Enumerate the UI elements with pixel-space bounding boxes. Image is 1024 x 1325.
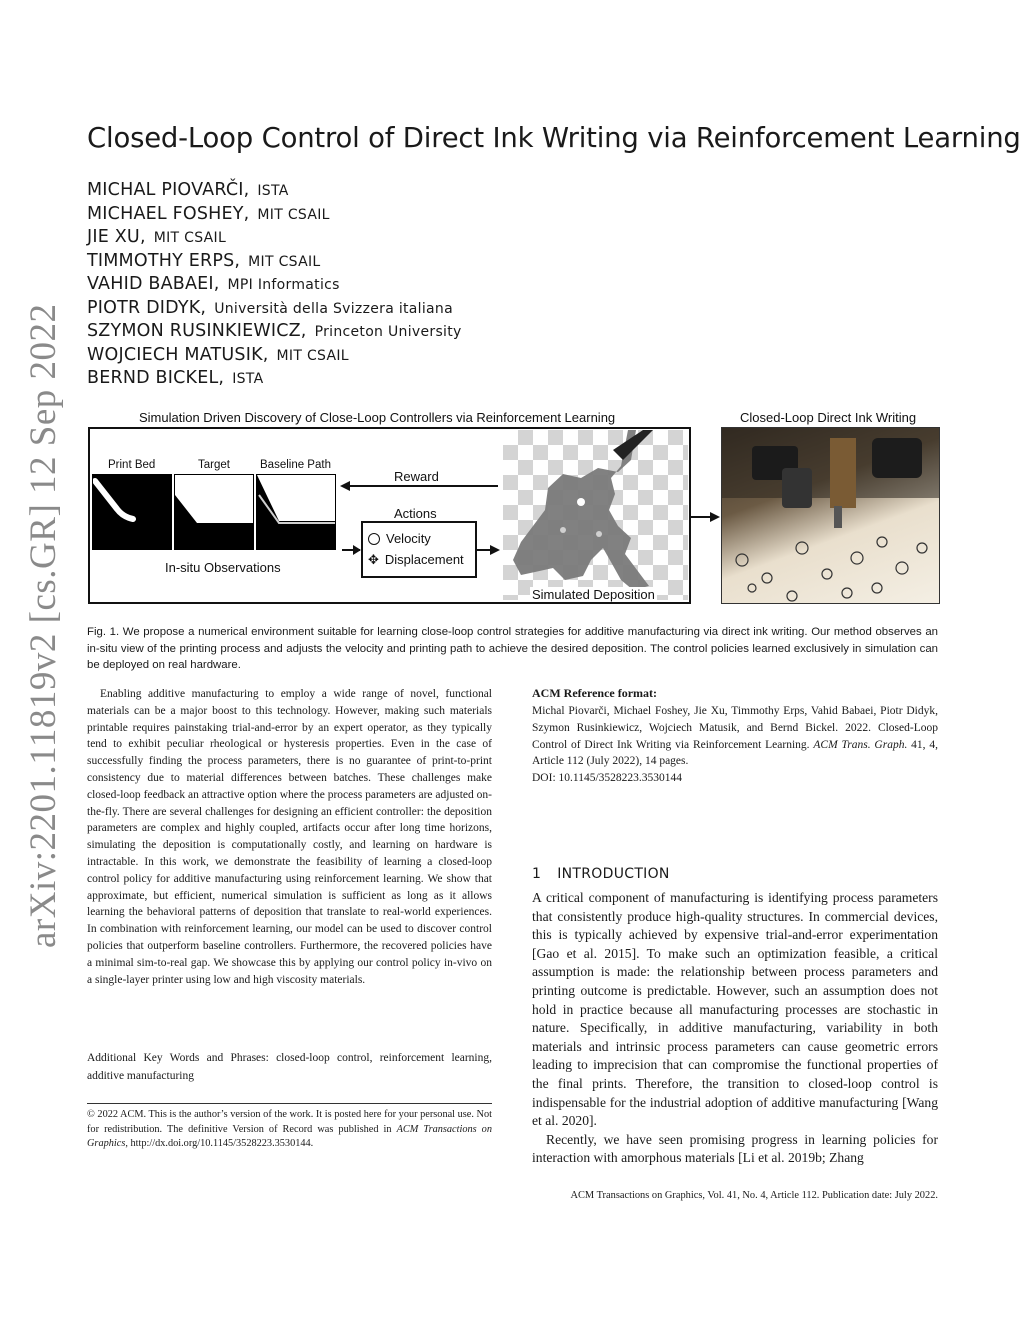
print-bed-panel	[92, 474, 172, 550]
author-entry	[87, 298, 462, 322]
panel-label-print-bed: Print Bed	[108, 459, 156, 471]
figure-caption: Fig. 1. We propose a numerical environment suitable for learning close-loop control strategies for additive manufacturing via direct ink writing. Our method observes an in-situ view of the printing process and adjusts the velocity and printing path to achieve the desired deposition. The control policies learned exclusively in simulation can be deployed on real hardware.	[87, 626, 938, 672]
abstract: Enabling additive manufacturing to employ a wide range of novel, functional materials can be a major boost to this technology. However, making such materials printable requires painstaking trial-and-error by an expert operator, as they typically tend to exhibit peculiar rheological or hysteresis properties. Even in the case of successfully finding the process parameters, there is no guarantee of print-to-print consistency due to material differences between batches. These challenges make closed-loop feedback an attractive option where the process parameters are adjusted on-the-fly. There are several challenges for designing an efficient controller: the deposition parameters are complex and highly coupled, artifacts occur after long time horizons, simulating the deposition is computationally costly, and learning on hardware is intractable. In this work, we demonstrate the feasibility of learning a closed-loop control policy for additive manufacturing using reinforcement learning. We show that approximate, but efficient, numerical simulation is sufficient as long as it allows learning the behavioral patterns of deposition that translate to real-world experiences. In combination with reinforcement learning, our model can be used to discover control policies that outperform baseline controllers. Furthermore, the recovered policies have a minimal sim-to-real gap. We showcase this by applying our control policy in-vivo on a single-layer printer using low and high viscosity materials.	[87, 688, 492, 986]
displacement-label: Displacement	[384, 552, 464, 567]
observations-label: In-situ Observations	[165, 560, 281, 575]
displacement-row	[368, 552, 464, 568]
author-name: VAHID BABAEI,	[87, 274, 220, 294]
author-entry	[87, 227, 462, 251]
author-affiliation: MIT CSAIL	[276, 347, 349, 364]
section-title: INTRODUCTION	[557, 866, 670, 882]
author-entry	[87, 251, 462, 275]
introduction-text	[532, 889, 938, 1168]
keywords: Additional Key Words and Phrases: closed-loop control, reinforcement learning, additive manufacturing	[87, 1052, 492, 1082]
reference-journal: ACM Trans. Graph.	[813, 738, 908, 751]
actions-box	[361, 521, 477, 578]
copyright-doi: , http://dx.doi.org/10.1145/3528223.3530144.	[125, 1138, 314, 1150]
velocity-row	[368, 531, 431, 546]
author-list	[87, 180, 462, 392]
author-name: MICHAL PIOVARČI,	[87, 180, 250, 200]
gauge-icon	[368, 533, 380, 545]
author-name: PIOTR DIDYK,	[87, 297, 207, 318]
target-shape	[175, 475, 254, 550]
author-entry	[87, 345, 462, 369]
reference-text: Michal Piovarči, Michael Foshey, Jie Xu, Timmothy Erps, Vahid Babaei, Piotr Didyk, Szymon Rusinkiewicz, Wojciech Matusik, and Bernd Bickel. 2022. Closed-Loop Control of Direct Ink Writing via Reinforcement Learning.	[532, 705, 938, 751]
baseline-panel	[256, 474, 336, 550]
author-name: BERND BICKEL,	[87, 368, 225, 388]
author-affiliation: ISTA	[232, 371, 264, 387]
author-name: WOJCIECH MATUSIK,	[87, 344, 269, 365]
reward-label: Reward	[394, 469, 439, 484]
baseline-shape	[257, 475, 336, 550]
reference-doi: DOI: 10.1145/3528223.3530144	[532, 772, 683, 785]
author-affiliation: Università della Svizzera italiana	[214, 300, 453, 317]
paper-title: Closed-Loop Control of Direct Ink Writing via Reinforcement Learning	[87, 122, 1021, 154]
author-entry	[87, 321, 462, 345]
print-bed-stroke	[93, 475, 172, 550]
copyright-text: © 2022 ACM. This is the author’s version of the work. It is posted here for your personal use. Not for redistribution. The definitive Version of Record was published in	[87, 1109, 492, 1135]
reference-heading: ACM Reference format:	[532, 686, 658, 700]
author-entry	[87, 368, 462, 392]
author-name: MICHAEL FOSHEY,	[87, 203, 250, 224]
velocity-label: Velocity	[386, 531, 431, 546]
section-number: 1	[532, 866, 542, 882]
author-name: SZYMON RUSINKIEWICZ,	[87, 321, 307, 341]
page-footer: ACM Transactions on Graphics, Vol. 41, No. 4, Article 112. Publication date: July 2022.	[570, 1190, 938, 1201]
figure-left-title: Simulation Driven Discovery of Close-Loop Controllers via Reinforcement Learning	[139, 410, 616, 425]
printer-illustration	[722, 428, 940, 604]
author-entry	[87, 180, 462, 204]
figure-right-title: Closed-Loop Direct Ink Writing	[740, 410, 917, 425]
author-affiliation: MIT CSAIL	[257, 206, 330, 223]
panel-label-baseline: Baseline Path	[260, 459, 331, 471]
author-affiliation: MPI Informatics	[227, 277, 340, 293]
author-entry	[87, 204, 462, 228]
simulated-label: Simulated Deposition	[532, 587, 655, 602]
reference-body	[532, 703, 938, 787]
author-affiliation: ISTA	[257, 183, 289, 199]
author-affiliation: MIT CSAIL	[153, 230, 227, 246]
move-icon: ✥	[368, 552, 379, 567]
actions-label: Actions	[394, 506, 437, 521]
author-entry	[87, 274, 462, 298]
reference-details: 41, 4, Article 112 (July 2022), 14 pages.	[532, 738, 939, 768]
section-heading	[532, 866, 670, 882]
author-affiliation: MIT CSAIL	[248, 253, 321, 270]
author-affiliation: Princeton University	[314, 324, 462, 340]
deploy-arrow	[690, 510, 722, 524]
author-name: JIE XU,	[87, 227, 146, 247]
target-panel	[174, 474, 254, 550]
copyright-journal: ACM Transactions on Graphics	[87, 1123, 492, 1150]
panel-label-target: Target	[198, 459, 230, 471]
arxiv-stamp: arXiv:2201.11819v2 [cs.GR] 12 Sep 2022	[23, 303, 64, 948]
deposition-blob	[503, 430, 688, 600]
simulated-deposition-view	[503, 430, 688, 600]
printer-photo	[721, 427, 940, 604]
author-name: TIMMOTHY ERPS,	[87, 250, 241, 271]
intro-paragraph-1: A critical component of manufacturing is identifying process parameters that consistently produce high-quality structures. In commercial devices, this is typically achieved by expensive trial-and-error experimentation [Gao et al. 2015]. To make such an optimization feasible, a critical assumption is made: the relationship between process parameters and printing outcome is predictable. However, such an assumption does not hold in practice because all manufacturing processes are stochastic in nature. Specifically, in additive manufacturing, variability in both materials and intrinsic process parameters can cause geometric errors leading to imprecision that can compromise the functional properties of the final prints. Therefore, the transition to closed-loop control is indispensable for the industrial adoption of additive manufacturing [Wang et al. 2020].	[532, 890, 938, 1129]
copyright-note	[87, 1108, 492, 1152]
intro-paragraph-2: Recently, we have seen promising progress in learning policies for interaction with amorphous materials [Li et al. 2019b; Zhang	[532, 1131, 938, 1166]
footnote-rule	[87, 1103, 492, 1104]
